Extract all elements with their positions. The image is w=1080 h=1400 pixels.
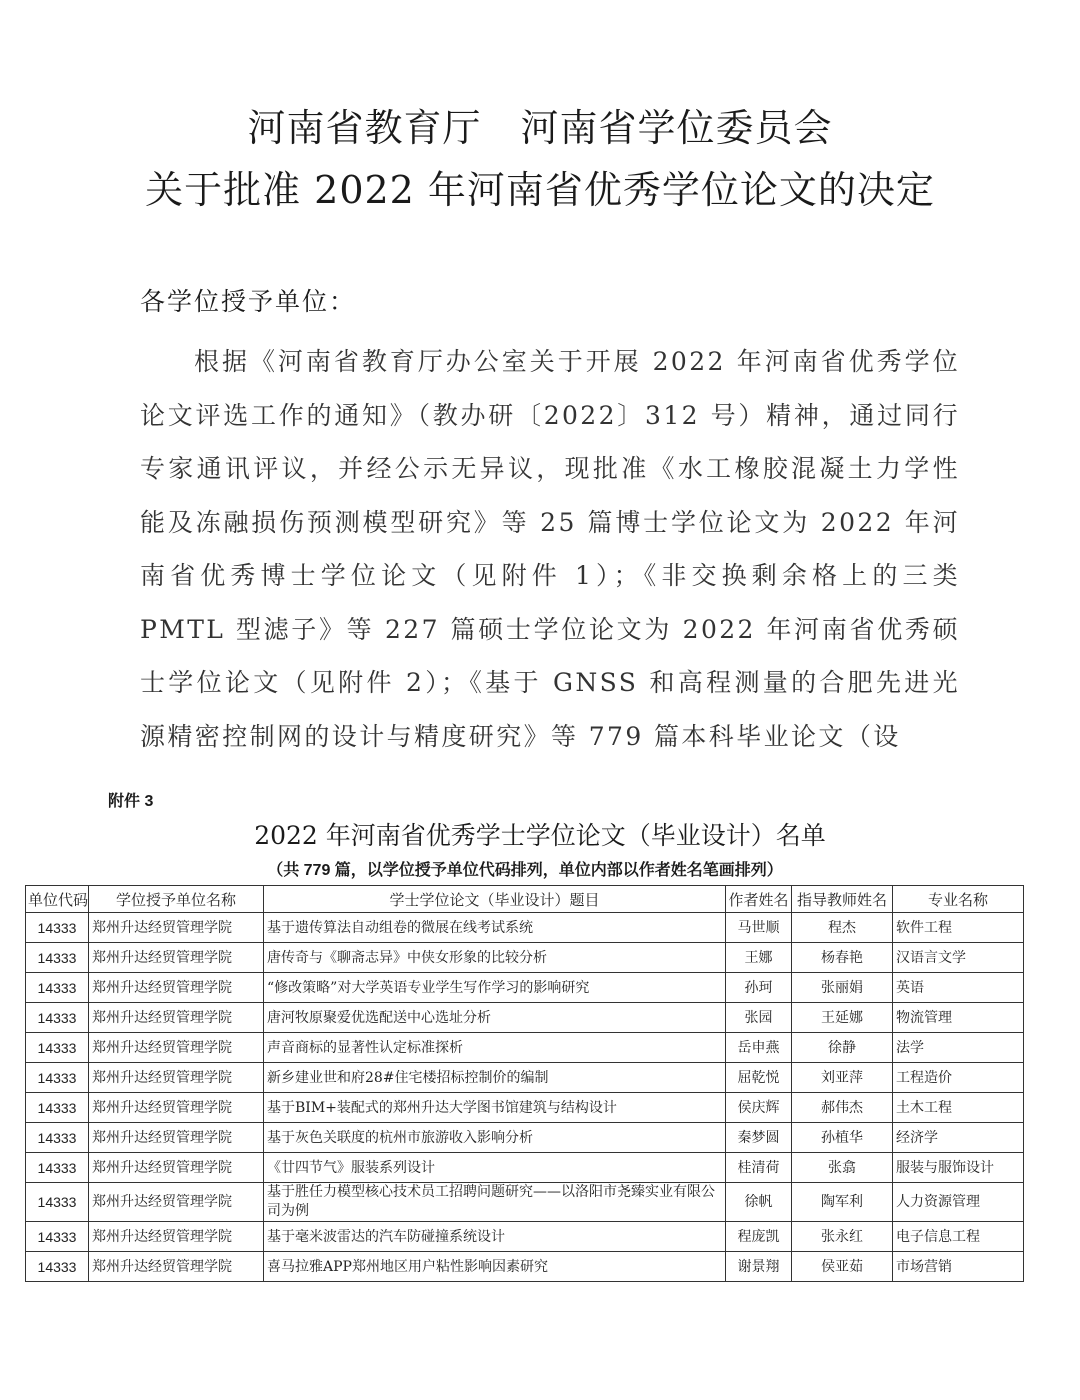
cell-teacher: 郝伟杰 (792, 1093, 893, 1123)
table-row (26, 1063, 1024, 1093)
cell-title: 基于胜任力模型核心技术员工招聘问题研究——以洛阳市尧臻实业有限公司为例 (264, 1183, 726, 1222)
table-row (26, 1123, 1024, 1153)
cell-title: 基于毫米波雷达的汽车防碰撞系统设计 (264, 1222, 726, 1252)
cell-unit: 郑州升达经贸管理学院 (89, 1093, 264, 1123)
cell-unit: 郑州升达经贸管理学院 (89, 1153, 264, 1183)
list-subtitle: （共 779 篇，以学位授予单位代码排列，单位内部以作者姓名笔画排列） (267, 862, 783, 879)
table-row (26, 1003, 1024, 1033)
cell-major: 人力资源管理 (893, 1183, 1024, 1222)
table-row (26, 943, 1024, 973)
cell-author: 王娜 (726, 943, 792, 973)
cell-unit: 郑州升达经贸管理学院 (89, 943, 264, 973)
cell-title: 基于遗传算法自动组卷的微展在线考试系统 (264, 913, 726, 943)
header-author: 作者姓名 (726, 886, 792, 913)
cell-unit: 郑州升达经贸管理学院 (89, 1003, 264, 1033)
cell-author: 孙珂 (726, 973, 792, 1003)
cell-code: 14333 (26, 1033, 89, 1063)
list-title: 2022 年河南省优秀学士学位论文（毕业设计）名单 (254, 821, 826, 850)
table-row (26, 973, 1024, 1003)
cell-title: 基于灰色关联度的杭州市旅游收入影响分析 (264, 1123, 726, 1153)
cell-major: 法学 (893, 1033, 1024, 1063)
cell-title: 《廿四节气》服装系列设计 (264, 1153, 726, 1183)
cell-author: 谢景翔 (726, 1252, 792, 1282)
table-row (26, 1183, 1024, 1222)
cell-major: 服装与服饰设计 (893, 1153, 1024, 1183)
cell-teacher: 程杰 (792, 913, 893, 943)
cell-code: 14333 (26, 943, 89, 973)
table-row (26, 1093, 1024, 1123)
cell-title: 基于BIM+装配式的郑州升达大学图书馆建筑与结构设计 (264, 1093, 726, 1123)
cell-code: 14333 (26, 1183, 89, 1222)
table-header-row (26, 886, 1024, 913)
cell-major: 市场营销 (893, 1252, 1024, 1282)
awards-table (25, 885, 1024, 1282)
cell-author: 屈乾悦 (726, 1063, 792, 1093)
cell-title: 唐传奇与《聊斋志异》中侠女形象的比较分析 (264, 943, 726, 973)
cell-major: 土木工程 (893, 1093, 1024, 1123)
cell-teacher: 刘亚萍 (792, 1063, 893, 1093)
cell-teacher: 张丽娟 (792, 973, 893, 1003)
cell-teacher: 徐静 (792, 1033, 893, 1063)
cell-unit: 郑州升达经贸管理学院 (89, 913, 264, 943)
cell-author: 秦梦圆 (726, 1123, 792, 1153)
cell-code: 14333 (26, 1093, 89, 1123)
cell-author: 徐帆 (726, 1183, 792, 1222)
cell-author: 马世顺 (726, 913, 792, 943)
cell-code: 14333 (26, 1123, 89, 1153)
cell-code: 14333 (26, 1222, 89, 1252)
cell-unit: 郑州升达经贸管理学院 (89, 1252, 264, 1282)
cell-teacher: 王延娜 (792, 1003, 893, 1033)
cell-teacher: 孙植华 (792, 1123, 893, 1153)
cell-teacher: 张永红 (792, 1222, 893, 1252)
cell-code: 14333 (26, 1252, 89, 1282)
cell-code: 14333 (26, 913, 89, 943)
cell-title: 声音商标的显著性认定标准探析 (264, 1033, 726, 1063)
cell-author: 张园 (726, 1003, 792, 1033)
cell-major: 英语 (893, 973, 1024, 1003)
cell-teacher: 陶军利 (792, 1183, 893, 1222)
cell-teacher: 张翕 (792, 1153, 893, 1183)
table-row (26, 1033, 1024, 1063)
doc-title-line-1: 河南省教育厅 河南省学位委员会 (247, 106, 833, 150)
cell-unit: 郑州升达经贸管理学院 (89, 1222, 264, 1252)
body-paragraph: 根据《河南省教育厅办公室关于开展 2022 年河南省优秀学位论文评选工作的通知》（教办研〔2022〕312 号）精神，通过同行专家通讯评议，并经公示无异议，现批准《水工橡胶混凝土力学性能及冻融损伤预测模型研究》等 25 篇博士学位论文为 2022 年河南省优秀博士学位论文（见附件 1）；《非交换剩余格上的三类 PMTL 型滤子》等 227 篇硕士学位论文为 2022 年河南省优秀硕士学位论文（见附件 2）；《基于 GNSS 和高程测量的合肥先进光源精密控制网的设计与精度研究》等 779 篇本科毕业论文（设 (140, 347, 960, 751)
header-teacher: 指导教师姓名 (792, 886, 893, 913)
attachment-label: 附件 3 (108, 793, 154, 810)
cell-major: 工程造价 (893, 1063, 1024, 1093)
cell-unit: 郑州升达经贸管理学院 (89, 1033, 264, 1063)
table-row (26, 1222, 1024, 1252)
doc-title-line-2: 关于批准 2022 年河南省优秀学位论文的决定 (145, 168, 935, 212)
cell-title: “修改策略”对大学英语专业学生写作学习的影响研究 (264, 973, 726, 1003)
salutation: 各学位授予单位： (140, 287, 357, 316)
cell-major: 汉语言文学 (893, 943, 1024, 973)
cell-author: 岳申燕 (726, 1033, 792, 1063)
cell-major: 物流管理 (893, 1003, 1024, 1033)
cell-unit: 郑州升达经贸管理学院 (89, 1123, 264, 1153)
cell-title: 新乡建业世和府28#住宅楼招标控制价的编制 (264, 1063, 726, 1093)
cell-unit: 郑州升达经贸管理学院 (89, 973, 264, 1003)
cell-code: 14333 (26, 1063, 89, 1093)
cell-unit: 郑州升达经贸管理学院 (89, 1063, 264, 1093)
cell-major: 经济学 (893, 1123, 1024, 1153)
header-title: 学士学位论文（毕业设计）题目 (264, 886, 726, 913)
cell-teacher: 侯亚茹 (792, 1252, 893, 1282)
table-row (26, 1153, 1024, 1183)
cell-author: 桂清荷 (726, 1153, 792, 1183)
cell-major: 软件工程 (893, 913, 1024, 943)
cell-author: 侯庆辉 (726, 1093, 792, 1123)
table-row (26, 1252, 1024, 1282)
cell-code: 14333 (26, 1153, 89, 1183)
cell-major: 电子信息工程 (893, 1222, 1024, 1252)
cell-title: 喜马拉雅APP郑州地区用户粘性影响因素研究 (264, 1252, 726, 1282)
cell-code: 14333 (26, 1003, 89, 1033)
cell-teacher: 杨春艳 (792, 943, 893, 973)
header-major: 专业名称 (893, 886, 1024, 913)
cell-author: 程庞凯 (726, 1222, 792, 1252)
cell-code: 14333 (26, 973, 89, 1003)
header-unit: 学位授予单位名称 (89, 886, 264, 913)
table-row (26, 913, 1024, 943)
cell-unit: 郑州升达经贸管理学院 (89, 1183, 264, 1222)
cell-title: 唐河牧原聚爱优选配送中心选址分析 (264, 1003, 726, 1033)
header-code: 单位代码 (26, 886, 89, 913)
